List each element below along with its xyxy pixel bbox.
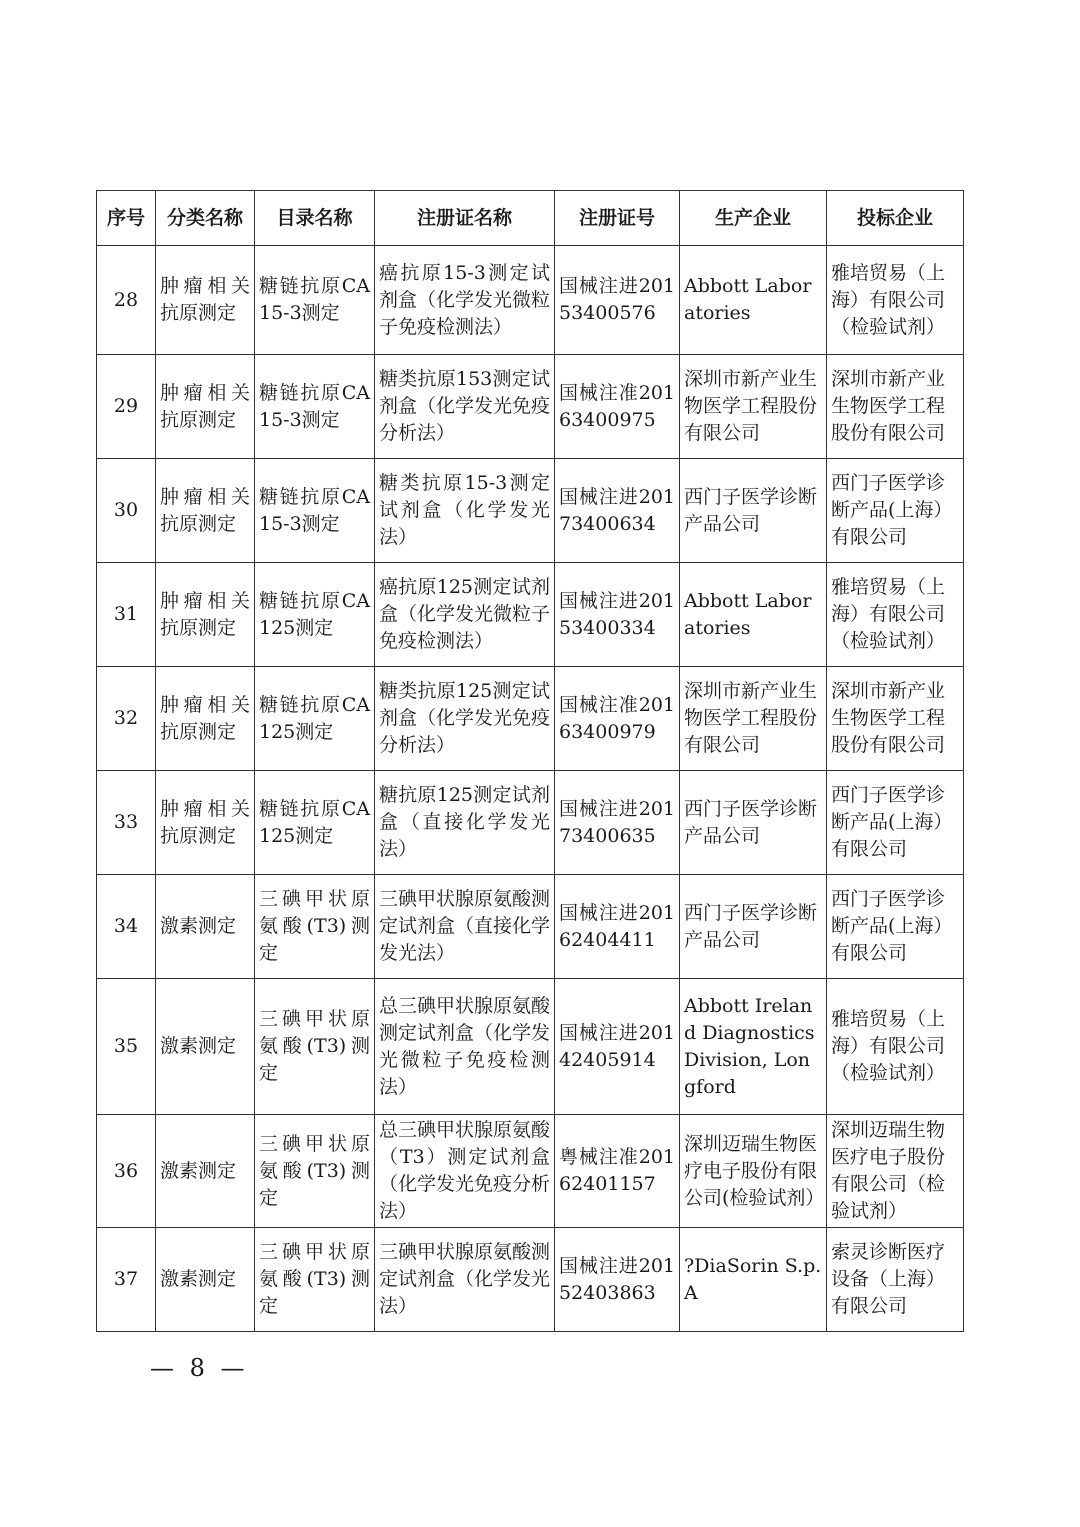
- table-row: [97, 355, 964, 459]
- cell-cert-name: 三碘甲状腺原氨酸测定试剂盒（直接化学发光法）: [375, 875, 555, 979]
- cell-bidder: 深圳市新产业生物医学工程股份有限公司: [827, 667, 964, 771]
- table-body: [97, 246, 964, 1332]
- cell-cert-no: 国械注进20152403863: [555, 1228, 680, 1332]
- cell-cert-name: 总三碘甲状腺原氨酸（T3）测定试剂盒（化学发光免疫分析法）: [375, 1115, 555, 1228]
- cell-catalog: 糖链抗原CA125测定: [255, 667, 375, 771]
- cell-cert-name: 糖类抗原125测定试剂盒（化学发光免疫分析法）: [375, 667, 555, 771]
- header-cert-no: 注册证号: [555, 191, 680, 246]
- cell-manufacturer: 西门子医学诊断产品公司: [680, 875, 827, 979]
- cell-cert-name: 糖类抗原15-3测定试剂盒（化学发光法）: [375, 459, 555, 563]
- cell-catalog: 三碘甲状原氨酸(T3)测定: [255, 1228, 375, 1332]
- cell-bidder: 雅培贸易（上海）有限公司（检验试剂）: [827, 979, 964, 1115]
- header-category: 分类名称: [156, 191, 255, 246]
- cell-no: 37: [97, 1228, 156, 1332]
- cell-bidder: 深圳迈瑞生物医疗电子股份有限公司（检验试剂）: [827, 1115, 964, 1228]
- cell-category: 肿瘤相关抗原测定: [156, 355, 255, 459]
- cell-manufacturer: 深圳市新产业生物医学工程股份有限公司: [680, 355, 827, 459]
- cell-category: 激素测定: [156, 1115, 255, 1228]
- cell-cert-name: 总三碘甲状腺原氨酸测定试剂盒（化学发光微粒子免疫检测法）: [375, 979, 555, 1115]
- cell-category: 激素测定: [156, 1228, 255, 1332]
- cell-cert-no: 国械注进20142405914: [555, 979, 680, 1115]
- cell-bidder: 西门子医学诊断产品(上海）有限公司: [827, 875, 964, 979]
- cell-no: 32: [97, 667, 156, 771]
- cell-cert-no: 国械注准20163400979: [555, 667, 680, 771]
- cell-cert-name: 癌抗原125测定试剂盒（化学发光微粒子免疫检测法）: [375, 563, 555, 667]
- cell-category: 肿瘤相关抗原测定: [156, 246, 255, 355]
- cell-manufacturer: Abbott Ireland Diagnostics Division, Longford: [680, 979, 827, 1115]
- cell-bidder: 索灵诊断医疗设备（上海）有限公司: [827, 1228, 964, 1332]
- table-row: [97, 875, 964, 979]
- cell-cert-name: 癌抗原15-3测定试剂盒（化学发光微粒子免疫检测法）: [375, 246, 555, 355]
- cell-cert-no: 粤械注准20162401157: [555, 1115, 680, 1228]
- cell-manufacturer: Abbott Laboratories: [680, 246, 827, 355]
- cell-cert-no: 国械注进20173400635: [555, 771, 680, 875]
- table-row: [97, 563, 964, 667]
- cell-no: 33: [97, 771, 156, 875]
- cell-category: 肿瘤相关抗原测定: [156, 459, 255, 563]
- cell-no: 34: [97, 875, 156, 979]
- table-row: [97, 246, 964, 355]
- cell-category: 肿瘤相关抗原测定: [156, 771, 255, 875]
- cell-manufacturer: 西门子医学诊断产品公司: [680, 459, 827, 563]
- cell-category: 肿瘤相关抗原测定: [156, 563, 255, 667]
- cell-no: 30: [97, 459, 156, 563]
- cell-manufacturer: Abbott Laboratories: [680, 563, 827, 667]
- table-row: [97, 1115, 964, 1228]
- cell-no: 31: [97, 563, 156, 667]
- cell-no: 36: [97, 1115, 156, 1228]
- cell-bidder: 西门子医学诊断产品(上海）有限公司: [827, 459, 964, 563]
- cell-cert-no: 国械注进20162404411: [555, 875, 680, 979]
- cell-manufacturer: 深圳市新产业生物医学工程股份有限公司: [680, 667, 827, 771]
- cell-cert-name: 糖类抗原153测定试剂盒（化学发光免疫分析法）: [375, 355, 555, 459]
- cell-cert-name: 三碘甲状腺原氨酸测定试剂盒（化学发光法）: [375, 1228, 555, 1332]
- cell-no: 28: [97, 246, 156, 355]
- cell-cert-no: 国械注准20163400975: [555, 355, 680, 459]
- cell-manufacturer: 深圳迈瑞生物医疗电子股份有限公司(检验试剂）: [680, 1115, 827, 1228]
- cell-cert-name: 糖抗原125测定试剂盒（直接化学发光法）: [375, 771, 555, 875]
- cell-no: 35: [97, 979, 156, 1115]
- cell-category: 激素测定: [156, 979, 255, 1115]
- cell-catalog: 三碘甲状原氨酸(T3)测定: [255, 979, 375, 1115]
- header-cert-name: 注册证名称: [375, 191, 555, 246]
- cell-bidder: 雅培贸易（上海）有限公司（检验试剂）: [827, 563, 964, 667]
- cell-manufacturer: ?DiaSorin S.p.A: [680, 1228, 827, 1332]
- page-number: — 8 —: [150, 1354, 249, 1382]
- cell-bidder: 西门子医学诊断产品(上海）有限公司: [827, 771, 964, 875]
- header-bidder: 投标企业: [827, 191, 964, 246]
- table-row: [97, 1228, 964, 1332]
- cell-no: 29: [97, 355, 156, 459]
- cell-bidder: 雅培贸易（上海）有限公司（检验试剂）: [827, 246, 964, 355]
- header-manufacturer: 生产企业: [680, 191, 827, 246]
- cell-catalog: 糖链抗原CA15-3测定: [255, 459, 375, 563]
- cell-cert-no: 国械注进20173400634: [555, 459, 680, 563]
- header-catalog: 目录名称: [255, 191, 375, 246]
- registration-table: [96, 190, 964, 1332]
- cell-catalog: 糖链抗原CA125测定: [255, 563, 375, 667]
- cell-catalog: 三碘甲状原氨酸(T3)测定: [255, 875, 375, 979]
- cell-manufacturer: 西门子医学诊断产品公司: [680, 771, 827, 875]
- cell-cert-no: 国械注进20153400576: [555, 246, 680, 355]
- cell-bidder: 深圳市新产业生物医学工程股份有限公司: [827, 355, 964, 459]
- cell-category: 激素测定: [156, 875, 255, 979]
- table-row: [97, 771, 964, 875]
- cell-category: 肿瘤相关抗原测定: [156, 667, 255, 771]
- table-header: [97, 191, 964, 246]
- table-row: [97, 979, 964, 1115]
- cell-catalog: 糖链抗原CA15-3测定: [255, 355, 375, 459]
- cell-cert-no: 国械注进20153400334: [555, 563, 680, 667]
- header-no: 序号: [97, 191, 156, 246]
- cell-catalog: 糖链抗原CA15-3测定: [255, 246, 375, 355]
- table-row: [97, 667, 964, 771]
- cell-catalog: 糖链抗原CA125测定: [255, 771, 375, 875]
- table-row: [97, 459, 964, 563]
- header-row: [97, 191, 964, 246]
- cell-catalog: 三碘甲状原氨酸(T3)测定: [255, 1115, 375, 1228]
